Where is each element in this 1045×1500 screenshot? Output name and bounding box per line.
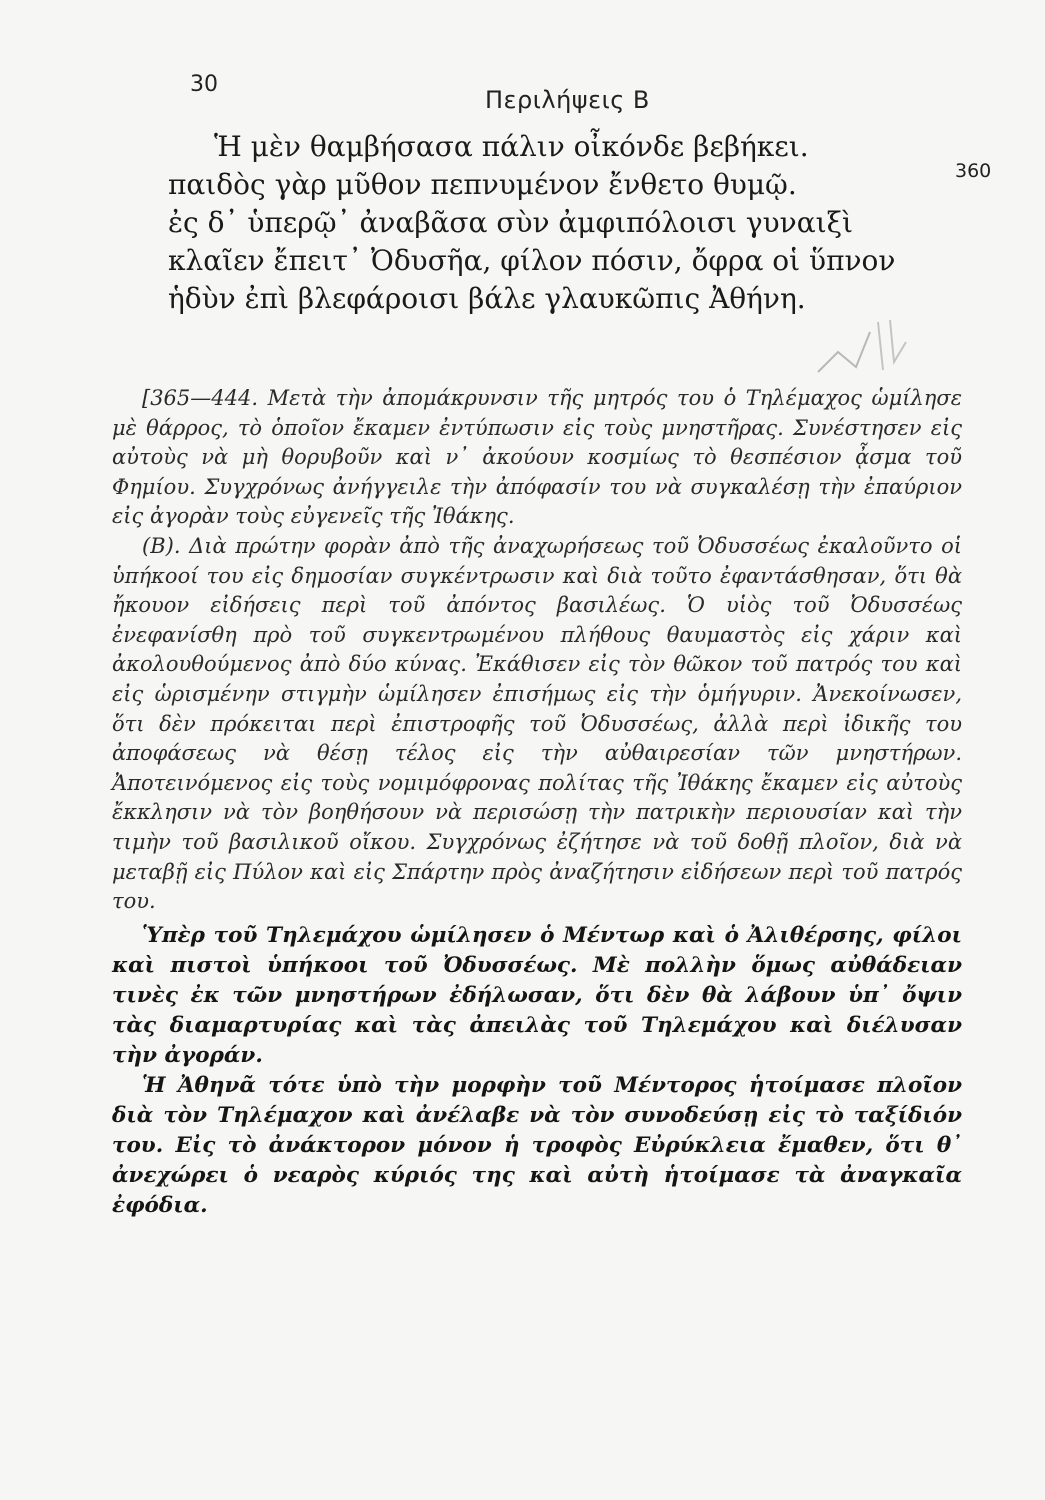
verse-line: Ἡ μὲν θαμβήσασα πάλιν οἶκόνδε βεβήκει.	[214, 130, 809, 163]
summary-text	[112, 384, 962, 1221]
summary-paragraph-bold: Ἡ Ἀθηνᾶ τότε ὑπὸ τὴν μορφὴν τοῦ Μέντορος ἡτοίμασε πλοῖον διὰ τὸν Τηλέμαχον καὶ ἀνέλαβε νὰ τὸν συνοδεύσῃ εἰς τὸ ταξίδιόν του. Εἰς τὸ ἀνάκτορον μόνον ἡ τροφὸς Εὐρύκλεια ἔμαθεν, ὅτι θ᾽ ἀνεχώρει ὁ νεαρὸς κύριός της καὶ αὐτὴ ἡτοίμασε τὰ ἀναγκαῖα ἐφόδια.	[112, 1072, 962, 1218]
page-number: 30	[190, 72, 218, 97]
verse-line-number: 360	[955, 160, 992, 182]
summary-paragraph: [365—444. Μετὰ τὴν ἀπομάκρυνσιν τῆς μητρός του ὁ Τηλέμαχος ὡμίλησε μὲ θάρρος, τὸ ὁποῖον ἔκαμεν ἐντύπωσιν εἰς τοὺς μνηστῆρας. Συνέστησεν εἰς αὐτοὺς νὰ μὴ θορυβοῦν καὶ ν᾽ ἀκούουν κοσμίως τὸ θεσπέσιον ᾆσμα τοῦ Φημίου. Συγχρόνως ἀνήγγειλε τὴν ἀπόφασίν του νὰ συγκαλέσῃ τὴν ἐπαύριον εἰς ἀγορὰν τοὺς εὐγενεῖς τῆς Ἰθάκης.	[112, 386, 962, 529]
running-title: Περιλήψεις Β	[485, 86, 650, 114]
summary-paragraph-bold: Ὑπὲρ τοῦ Τηλεμάχου ὡμίλησεν ὁ Μέντωρ καὶ ὁ Ἀλιθέρσης, φίλοι καὶ πιστοὶ ὑπήκοοι τοῦ Ὀδυσσέως. Μὲ πολλὴν ὅμως αὐθάδειαν τινὲς ἐκ τῶν μνηστήρων ἐδήλωσαν, ὅτι δὲν θὰ λάβουν ὑπ᾽ ὄψιν τὰς διαμαρτυρίας καὶ τὰς ἀπειλὰς τοῦ Τηλεμάχου καὶ διέλυσαν τὴν ἀγοράν.	[112, 922, 962, 1068]
summary-paragraph: (Β). Διὰ πρώτην φορὰν ἀπὸ τῆς ἀναχωρήσεως τοῦ Ὀδυσσέως ἐκαλοῦντο οἱ ὑπήκοοί του εἰς δημοσίαν συγκέντρωσιν καὶ διὰ τοῦτο ἐφαντάσθησαν, ὅτι θὰ ἤκουον εἰδήσεις περὶ τοῦ ἀπόντος βασιλέως. Ὁ υἱὸς τοῦ Ὀδυσσέως ἐνεφανίσθη πρὸ τοῦ συγκεντρωμένου πλήθους θαυμαστὸς εἰς χάριν καὶ ἀκολουθούμενος ἀπὸ δύο κύνας. Ἐκάθισεν εἰς τὸν θῶκον τοῦ πατρός του καὶ εἰς ὡρισμένην στιγμὴν ὡμίλησεν ἐπισήμως εἰς τὴν ὁμήγυριν. Ἀνεκοίνωσεν, ὅτι δὲν πρόκειται περὶ ἐπιστροφῆς τοῦ Ὀδυσσέως, ἀλλὰ περὶ ἰδικῆς του ἀποφάσεως νὰ θέσῃ τέλος εἰς τὴν αὐθαιρεσίαν τῶν μνηστήρων. Ἀποτεινόμενος εἰς τοὺς νομιμόφρονας πολίτας τῆς Ἰθάκης ἔκαμεν εἰς αὐτοὺς ἔκκλησιν νὰ τὸν βοηθήσουν νὰ περισώσῃ τὴν πατρικὴν περιουσίαν καὶ τὴν τιμὴν τοῦ βασιλικοῦ οἴκου. Συγχρόνως ἐζήτησε νὰ τοῦ δοθῇ πλοῖον, διὰ νὰ μεταβῇ εἰς Πύλον καὶ εἰς Σπάρτην πρὸς ἀναζήτησιν εἰδήσεων περὶ τοῦ πατρός του.	[112, 533, 962, 914]
verse-line: ἡδὺν ἐπὶ βλεφάροισι βάλε γλαυκῶπις Ἀθήνη.	[168, 282, 806, 315]
verse-line: ἐς δ᾽ ὑπερῷ᾽ ἀναβᾶσα σὺν ἀμφιπόλοισι γυναιξὶ	[168, 206, 853, 239]
verse-line: παιδὸς γὰρ μῦθον πεπνυμένον ἔνθετο θυμῷ.	[168, 168, 797, 201]
pencil-margin-mark-icon	[808, 312, 918, 382]
verse-block	[168, 128, 896, 318]
verse-line: κλαῖεν ἔπειτ᾽ Ὀδυσῆα, φίλον πόσιν, ὄφρα οἱ ὕπνον	[168, 244, 896, 277]
